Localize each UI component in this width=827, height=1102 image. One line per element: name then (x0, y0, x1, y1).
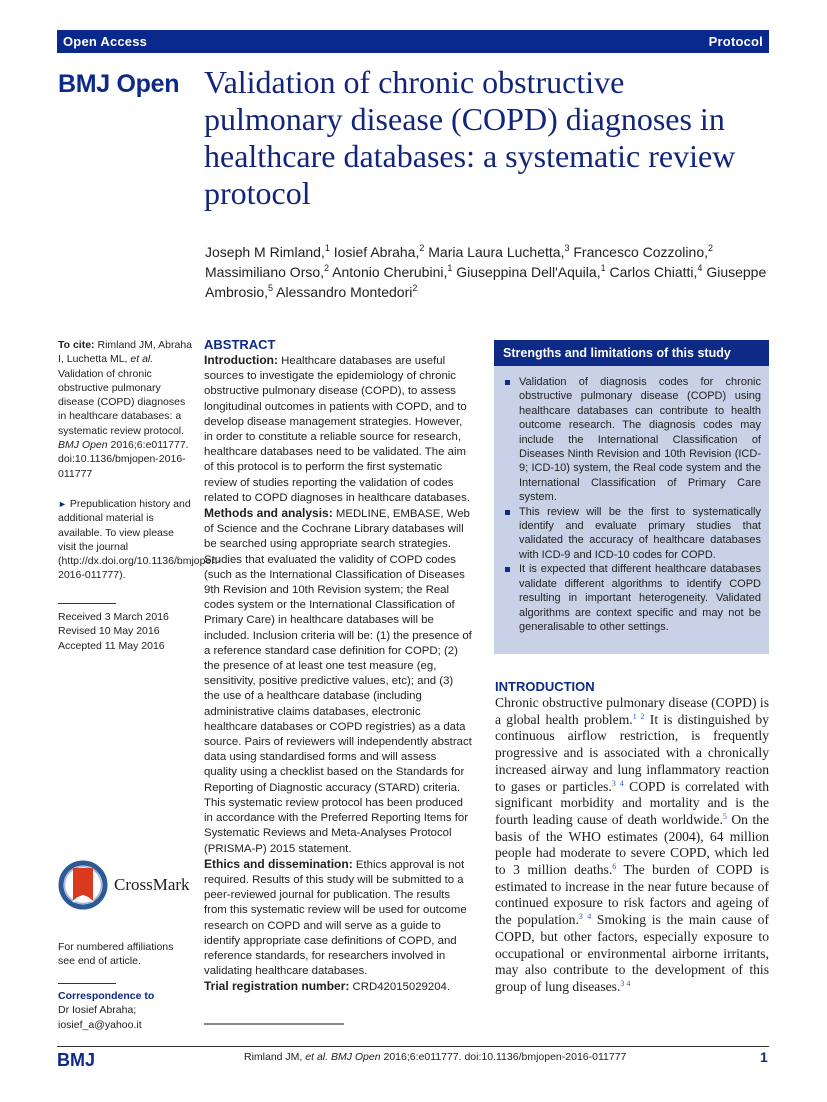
reference-link[interactable]: 1 2 (632, 711, 645, 721)
strengths-heading: Strengths and limitations of this study (494, 340, 769, 366)
abstract-ethics: Ethics and dissemination: Ethics approval is not required. Results of this study will be submitted to a peer-reviewed journal for publication. The results from this systematic review will be used for outcome research on COPD and will serve as a guide to identify appropriate case definitions of COPD, and reference standards, for researchers involved in validating healthcare databases. (204, 856, 467, 978)
author: Joseph M Rimland,$^1$ (205, 243, 330, 260)
author: Giuseppina Dell'Aquila,$^1$ (456, 263, 606, 280)
author-list (205, 242, 775, 302)
accepted-date: Accepted 11 May 2016 (58, 639, 165, 652)
correspondence-email[interactable]: iosief_a@yahoo.it (58, 1018, 142, 1031)
strength-item: This review will be the first to systematically identify and evaluate primary studies that validated the accuracy of healthcare databases with ICD-9 and ICD-10 codes for COPD. (503, 505, 761, 563)
correspondence-label: Correspondence to (58, 990, 155, 1002)
reference-link[interactable]: 3 4 (578, 912, 592, 922)
divider (58, 983, 116, 984)
strength-item: Validation of diagnosis codes for chronic obstructive pulmonary disease (COPD) using healthcare databases can contribute to health outcome research. The diagnosis codes may include the International Classification of Diseases Ninth Revision and 10th Revision (ICD-9; ICD-10) system, the Real code system and the International Classification of Primary Care system. (503, 375, 761, 505)
abstract-trial-registration: Trial registration number: CRD42015029204. (204, 979, 451, 994)
author: Massimiliano Orso,$^2$ (205, 263, 330, 280)
revised-date: Revised 10 May 2016 (58, 625, 160, 638)
abstract-introduction: Introduction: Healthcare databases are useful sources to investigate the epidemiology of chronic obstructive pulmonary disease (COPD), to assess longitudinal outcomes in patients with COPD, and to develop disease management strategies. However, in order to constitute a reliable source for research, healthcare databases need to be validated. The aim of this protocol is to perform the first systematic review of studies reporting the validation of codes related to COPD diagnoses in healthcare databases. (204, 353, 470, 504)
received-date: Received 3 March 2016 (58, 611, 169, 623)
author: Carlos Chiatti,$^4$ (609, 263, 703, 280)
dates-block (58, 610, 193, 653)
author: Francesco Cozzolino,$^2$ (573, 243, 714, 260)
prepublication-note[interactable]: ► Prepublication history and additional material is available. To view please visit the journal (http://dx.doi.org/10.1136/bmjopen-2016-011777). (58, 498, 221, 582)
crossmark-icon (58, 860, 108, 910)
abstract-heading: ABSTRACT (204, 337, 276, 352)
citation-block: To cite: Rimland JM, Abraha I, Luchetta ML, et al. Validation of chronic obstructive pulmonary disease (COPD) diagnoses in healthcare databases: a systematic review protocol. BMJ Open 2016;6:e011777. doi:10.1136/bmjopen-2016-011777 (58, 339, 193, 480)
reference-link[interactable]: 3 4 (611, 778, 624, 788)
introduction-section (495, 679, 769, 996)
article-title: Validation of chronic obstructive pulmonary disease (COPD) diagnoses in healthcare databases: a systematic review protocol (204, 64, 736, 211)
strength-item: It is expected that different healthcare databases validate different algorithms to identify COPD resulting in important heterogeneity. Validated algorithms are context specific and may not be generalisable to other settings. (503, 562, 761, 634)
strengths-limitations-box (494, 340, 769, 654)
footer-logo: BMJ (57, 1050, 96, 1070)
correspondence-name: Dr Iosief Abraha; (58, 1004, 137, 1017)
author: Giuseppe Ambrosio,$^5$ (205, 264, 767, 300)
journal-logo: BMJ Open (58, 70, 180, 98)
footer-citation: Rimland JM, et al. BMJ Open 2016;6:e011777. doi:10.1136/bmjopen-2016-011777 (244, 1051, 627, 1063)
introduction-heading: INTRODUCTION (495, 679, 595, 694)
abstract-methods: Methods and analysis: MEDLINE, EMBASE, Web of Science and the Cochrane Library databases will be searched using appropriate search strategies. Studies that evaluated the validity of COPD codes (such as the International Classification of Diseases 9th Revision and 10th Revision system; the Real codes system or the International Classification of Primary Care) in healthcare databases will be included. Inclusion criteria will be: (1) the presence of a reference standard case definition for COPD; (2) the presence of at least one test measure (eg, sensitivity, positive predictive values, etc); and (3) the use of a healthcare database (including administrative claims databases, electronic healthcare databases or COPD registries) as a data source. Pairs of reviewers will independently abstract data using standardised forms and will assess quality using a checklist based on the Standards for Reporting of Diagnostic accuracy (STARD) criteria. This systematic review protocol has been produced in accordance with the Preferred Reporting Items for Systematic Reviews and Meta-Analyses Protocol (PRISMA-P) 2015 statement. (204, 506, 472, 855)
reference-link[interactable]: 3 4 (620, 978, 631, 988)
article-header-bar (57, 30, 769, 53)
page-number: 1 (760, 1049, 768, 1065)
crossmark-label: CrossMark (114, 874, 190, 894)
correspondence-block (58, 989, 193, 1032)
footer-divider (57, 1046, 769, 1047)
author: Iosief Abraha,$^2$ (333, 243, 425, 260)
article-type-label: Protocol (708, 34, 763, 49)
introduction-body: Chronic obstructive pulmonary disease (COPD) is a global health problem.$^{1 2}$ It is distinguished by continuous airflow restriction, is frequently progressive and is associated with a chronically increased airway and lung inflammatory reaction to gases or particles.$^{3 4}$ COPD is correlated with significant morbidity and mortality and is the fourth leading cause of death worldwide.$^5$ On the basis of the WHO estimates (2004), 64 million people had moderate to severe COPD, which led to 3 million deaths.$^6$ The burden of COPD is estimated to increase in the near future because of continued exposure to risk factors and ageing of the population.$^{3 4}$ Smoking is the main cause of COPD, but other factors, especially exposure to occupational or environmental airborne irritants, may also contribute to the development of this group of lung diseases.$^{3 4}$ (495, 695, 770, 994)
reference-link[interactable]: 5 (722, 811, 727, 821)
open-access-label: Open Access (63, 34, 148, 49)
reference-link[interactable]: 6 (612, 862, 617, 872)
divider (58, 603, 116, 604)
divider (204, 1023, 344, 1025)
crossmark-button[interactable] (58, 857, 193, 912)
abstract (204, 337, 472, 996)
arrow-right-icon: ► (58, 499, 67, 509)
author: Alessandro Montedori$^2$ (276, 283, 418, 300)
author: Antonio Cherubini,$^1$ (332, 263, 453, 280)
affiliations-note: For numbered affiliations see end of article. (58, 941, 174, 968)
author: Maria Laura Luchetta,$^3$ (428, 243, 570, 260)
